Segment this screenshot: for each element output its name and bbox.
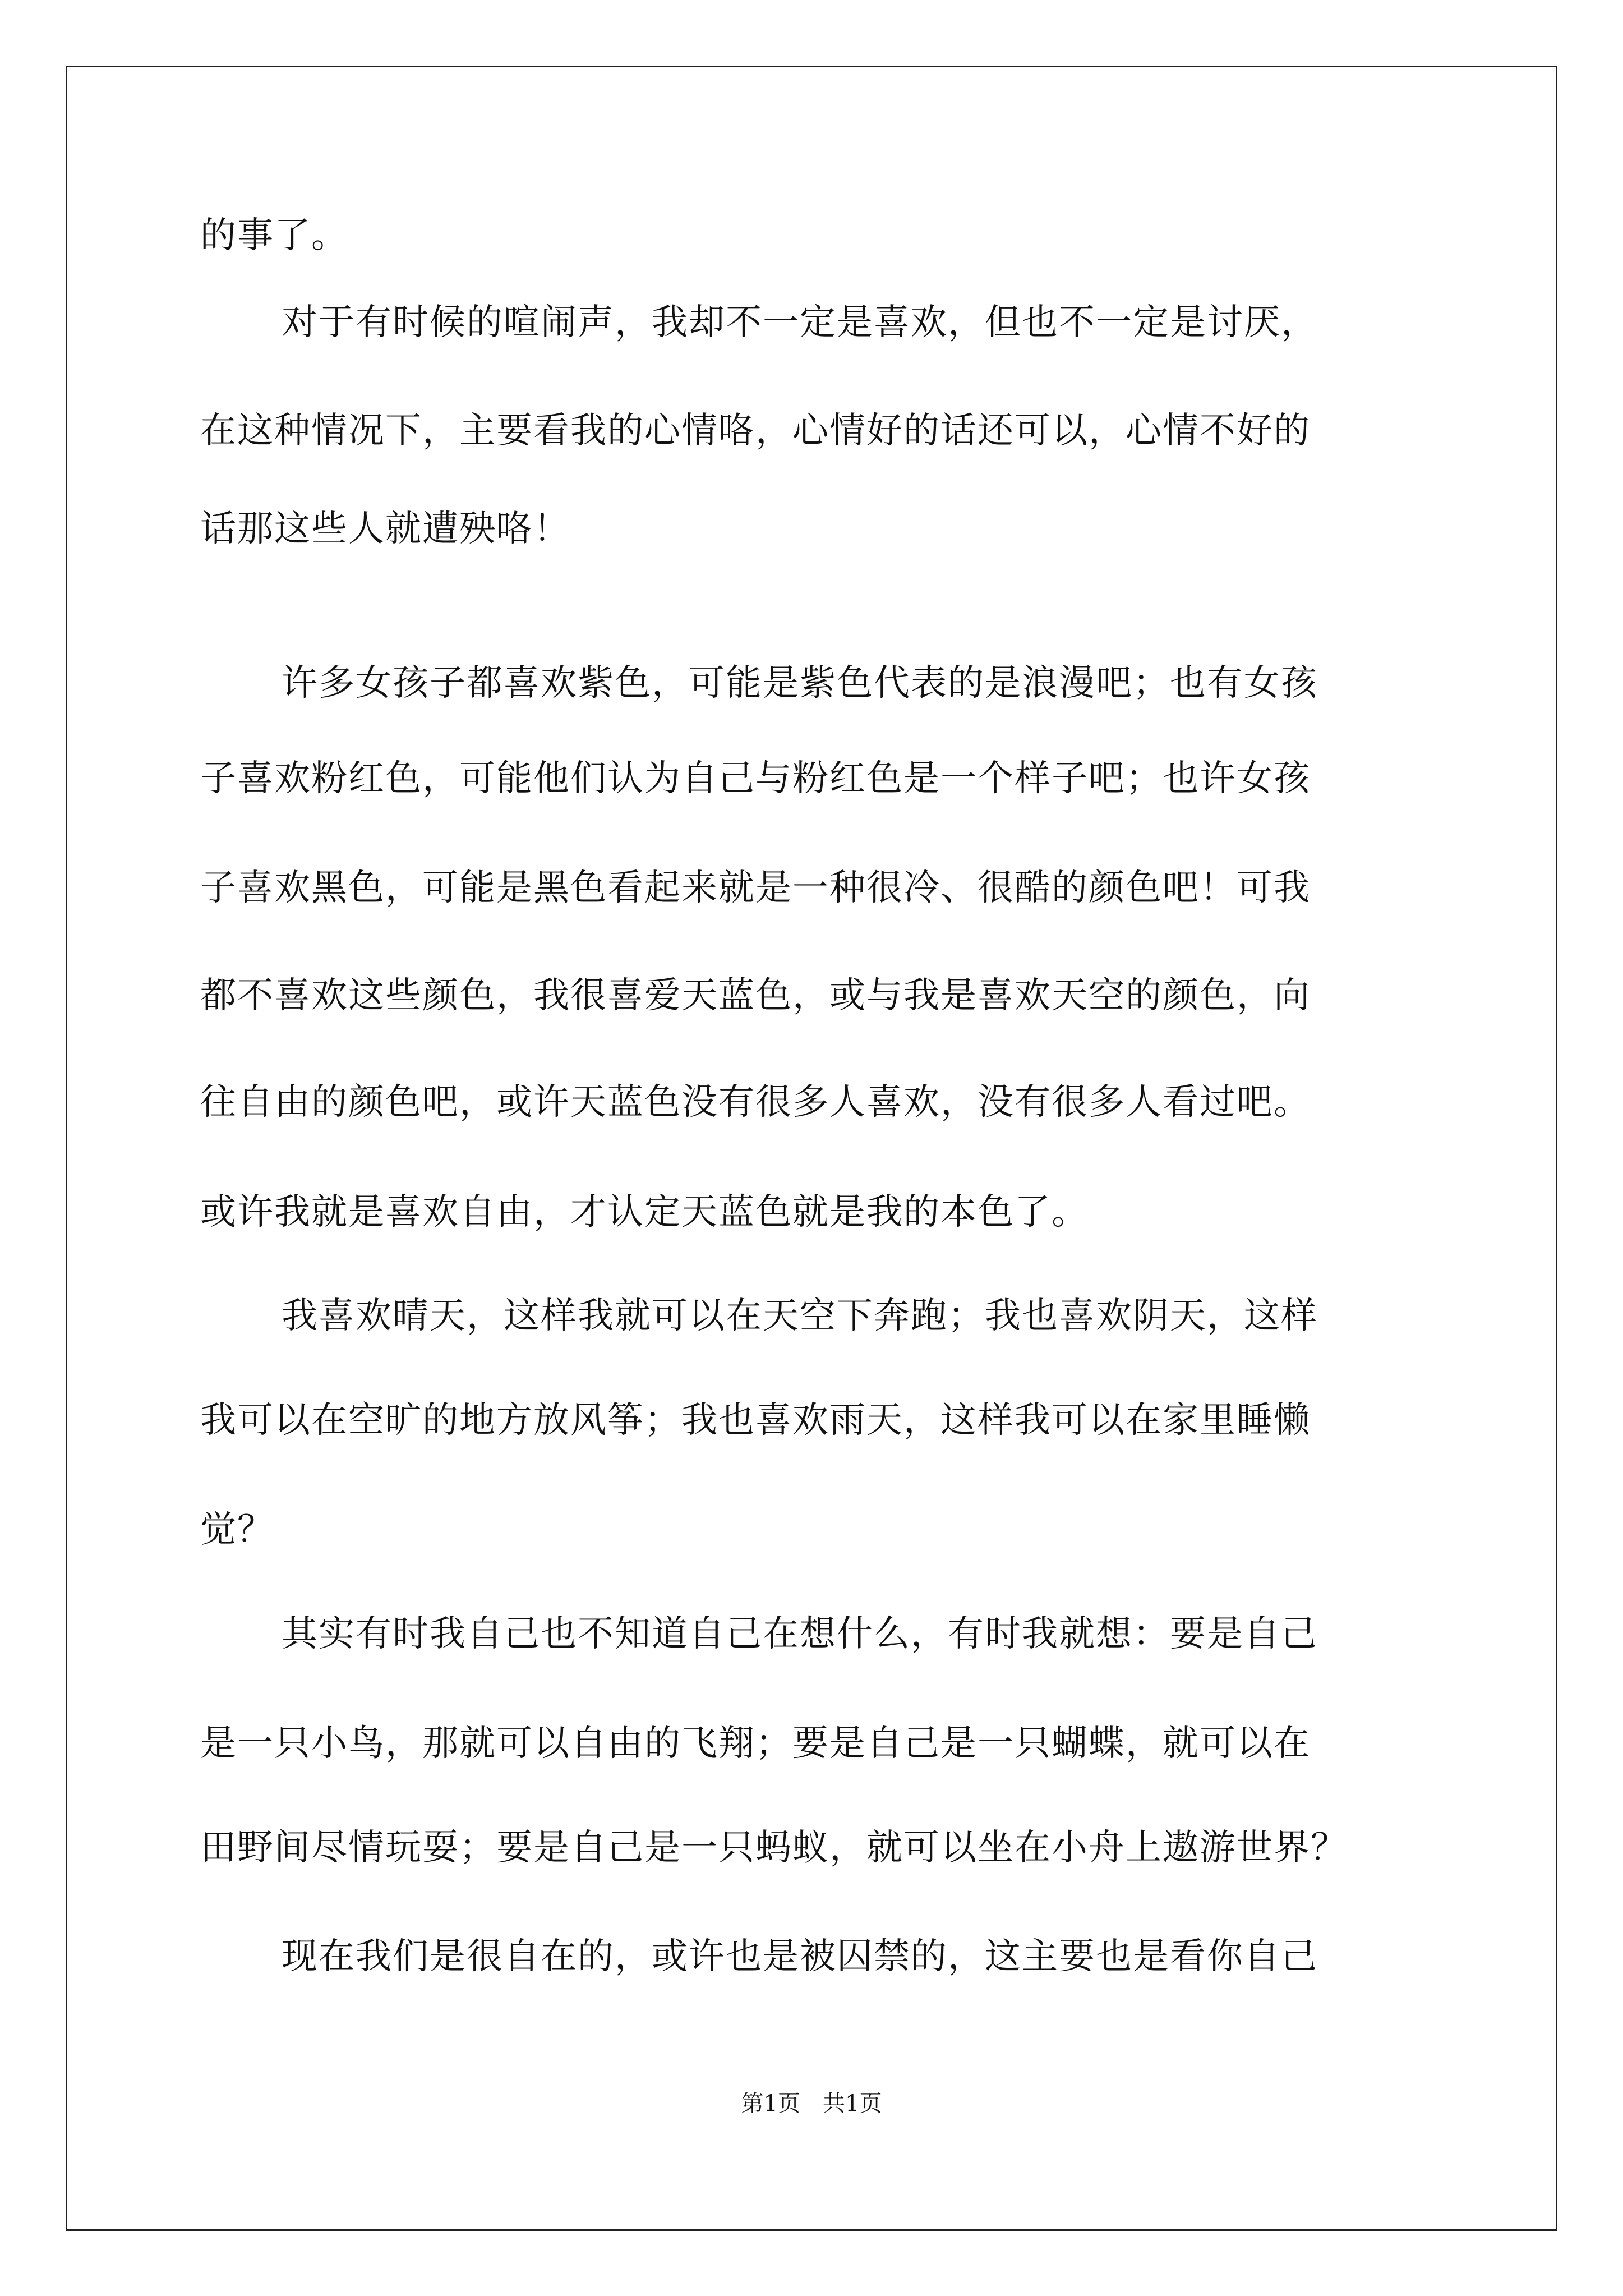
text-line: 其实有时我自己也不知道自己在想什么，有时我就想：要是自己: [282, 1613, 1318, 1655]
text-line: 是一只小鸟，那就可以自由的飞翔；要是自己是一只蝴蝶，就可以在: [200, 1723, 1311, 1764]
text-line: 现在我们是很自在的，或许也是被囚禁的，这主要也是看你自己: [282, 1936, 1318, 1977]
text-line: 我喜欢晴天，这样我就可以在天空下奔跑；我也喜欢阴天，这样: [282, 1295, 1318, 1337]
text-line: 的事了。: [200, 215, 348, 256]
text-line: 对于有时候的喧闹声，我却不一定是喜欢，但也不一定是讨厌，: [282, 302, 1318, 343]
text-line: 话那这些人就遭殃咯！: [200, 508, 570, 550]
text-line: 在这种情况下，主要看我的心情咯，心情好的话还可以，心情不好的: [200, 410, 1311, 452]
text-line: 都不喜欢这些颜色，我很喜爱天蓝色，或与我是喜欢天空的颜色，向: [200, 975, 1311, 1016]
text-line: 往自由的颜色吧，或许天蓝色没有很多人喜欢，没有很多人看过吧。: [200, 1082, 1311, 1123]
text-line: 田野间尽情玩耍；要是自己是一只蚂蚁，就可以坐在小舟上遨游世界？: [200, 1827, 1348, 1869]
text-line: 我可以在空旷的地方放风筝；我也喜欢雨天，这样我可以在家里睡懒: [200, 1400, 1311, 1441]
text-line: 许多女孩子都喜欢紫色，可能是紫色代表的是浪漫吧；也有女孩: [282, 662, 1318, 704]
text-line: 或许我就是喜欢自由，才认定天蓝色就是我的本色了。: [200, 1191, 1089, 1233]
page-number-footer: 第1页 共1页: [741, 2091, 882, 2116]
text-line: 子喜欢黑色，可能是黑色看起来就是一种很冷、很酷的颜色吧！可我: [200, 867, 1311, 909]
page-border: [66, 66, 1557, 2231]
text-line: 子喜欢粉红色，可能他们认为自己与粉红色是一个样子吧；也许女孩: [200, 758, 1311, 799]
text-line: 觉？: [200, 1509, 274, 1550]
